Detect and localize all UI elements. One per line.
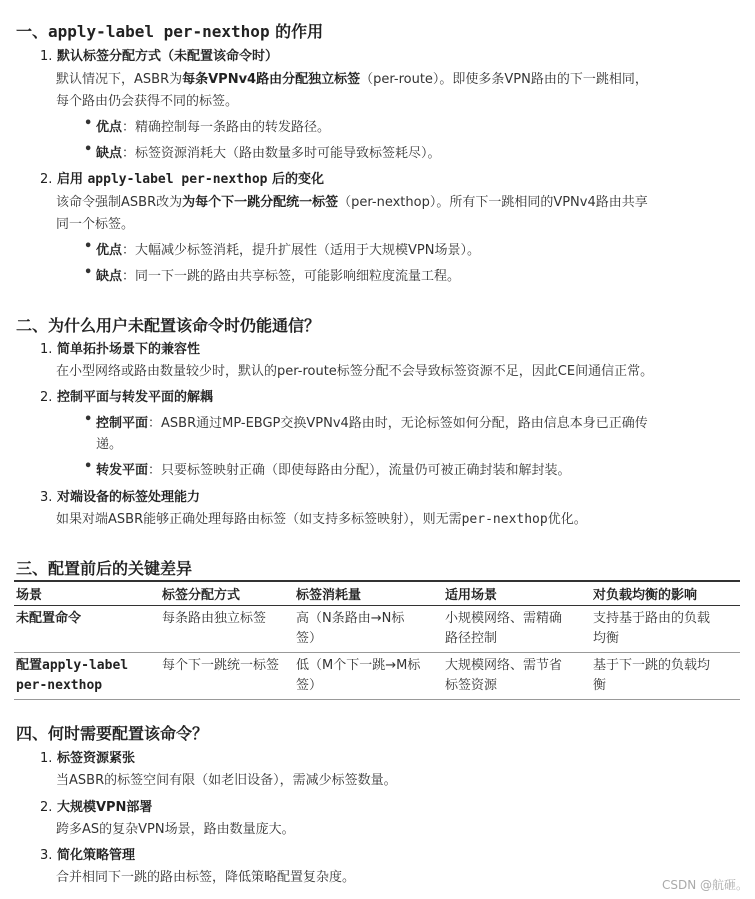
cell-line: 基于下一跳的负载均 [593, 658, 711, 673]
section3-title: 三、配置前后的关键差异 [16, 559, 193, 578]
table-header-cell: 对负载均衡的影响 [591, 581, 740, 606]
s1-item1-line2: 每个路由仍会获得不同的标签。 [56, 94, 239, 109]
s2-item2-bullet1-line2 [84, 433, 122, 452]
bullet-label: 缺点 [96, 146, 123, 161]
cell-line: 小规模网络、需精确 [445, 611, 563, 626]
s2-item1-title [40, 338, 200, 357]
cell-code: per-nexthop [16, 678, 103, 693]
s2-item3-line1 [56, 508, 587, 527]
bullet-dot-icon: • [84, 142, 93, 157]
s2-item1-title-text: 简单拓扑场景下的兼容性 [56, 342, 200, 357]
table-cell: 每条路由独立标签 [160, 606, 294, 653]
bullet-label: 转发平面 [96, 463, 149, 478]
bullet-label: 优点 [96, 120, 123, 135]
s4-item-title-text: 简化策略管理 [56, 848, 135, 863]
cell-line: 低（M个下一跳→M标 [296, 658, 421, 673]
csdn-watermark: CSDN @航砸。 [662, 878, 749, 892]
s1-item2-title-a: 启用 [56, 172, 88, 187]
s1-item2-line1-bold: 为每个下一跳分配统一标签 [182, 195, 339, 210]
bullet-dot-icon: • [84, 459, 93, 474]
bullet-text: ：大幅减少标签消耗，提升扩展性（适用于大规模VPN场景）。 [122, 243, 480, 258]
s2-item3-title [40, 486, 200, 505]
s1-item2-line1 [56, 191, 648, 210]
s4-item1-title [40, 747, 135, 766]
s4-item2-line: 跨多AS的复杂VPN场景，路由数量庞大。 [56, 822, 295, 837]
s2-item2-bullet2 [84, 459, 571, 478]
bullet-text: ：精确控制每一条路由的转发路径。 [122, 120, 331, 135]
s4-item1-line: 当ASBR的标签空间有限（如老旧设备），需减少标签数量。 [56, 773, 397, 788]
cell-code: apply-label [42, 658, 129, 673]
bullet-text: ：只要标签映射正确（即使每路由分配），流量仍可被正确封装和解封装。 [148, 463, 571, 478]
s2-item1-line1: 在小型网络或路由数量较少时，默认的per-route标签分配不会导致标签资源不足，因此CE间通信正常。 [56, 364, 654, 379]
s4-item-num: 3. [40, 848, 53, 863]
bullet-text: ：同一下一跳的路由共享标签，可能影响细粒度流量工程。 [122, 269, 461, 284]
bullet-dot-icon: • [84, 239, 93, 254]
table-cell [294, 653, 443, 700]
cell-line: 签） [296, 631, 323, 646]
table-cell [591, 653, 740, 700]
s1-item2-title-b: 后的变化 [267, 172, 325, 187]
s1-item1-bullet1 [84, 116, 330, 135]
s1-item1-bullet2 [84, 142, 441, 161]
section1-title [16, 19, 323, 42]
s4-item-num: 2. [40, 800, 53, 815]
bullet-text-cont: 递。 [96, 437, 123, 452]
s2-item1-num: 1. [40, 342, 53, 357]
cell-line: 支持基于路由的负载 [593, 611, 711, 626]
s2-item3-num: 3. [40, 490, 53, 505]
section1-title-code: apply-label per-nexthop [48, 22, 270, 41]
s1-item1-num: 1. [40, 49, 53, 64]
section1-title-prefix: 一、 [16, 22, 49, 41]
bullet-label: 优点 [96, 243, 123, 258]
s1-item2-bullet1 [84, 239, 480, 258]
s2-item2-title-text: 控制平面与转发平面的解耦 [56, 390, 213, 405]
cell-line: 标签资源 [445, 678, 498, 693]
section4-title: 四、何时需要配置该命令？ [16, 724, 209, 743]
table-header-row [14, 581, 740, 606]
table-cell [14, 653, 160, 700]
s1-item2-bullet2 [84, 265, 460, 284]
table-header-cell: 场景 [14, 581, 160, 606]
bullet-dot-icon: • [84, 265, 93, 280]
section1-title-suffix: 的作用 [269, 22, 324, 41]
s4-item2-title [40, 796, 152, 815]
table-cell [591, 606, 740, 653]
s2-item3-line1-a: 如果对端ASBR能够正确处理每路由标签（如支持多标签映射），则无需 [56, 512, 462, 527]
s1-item2-title-code: apply-label per-nexthop [87, 172, 268, 187]
s1-item1-title [40, 45, 278, 64]
s4-item-title-text: 标签资源紧张 [56, 751, 135, 766]
s1-item2-num: 2. [40, 172, 53, 187]
cell-line: 衡 [593, 678, 607, 693]
s1-item2-line2: 同一个标签。 [56, 217, 135, 232]
s4-item3-line: 合并相同下一跳的路由标签，降低策略配置复杂度。 [56, 870, 356, 885]
cell-line: 高（N条路由→N标 [296, 611, 405, 626]
s2-item3-line1-code: per-nexthop [461, 512, 548, 527]
cell-line: 大规模网络、需节省 [445, 658, 563, 673]
s4-item3-title [40, 844, 135, 863]
table-row [14, 606, 740, 653]
cell-line: 路径控制 [445, 631, 498, 646]
table-cell: 未配置命令 [14, 606, 160, 653]
s4-item-num: 1. [40, 751, 53, 766]
bullet-text: ：标签资源消耗大（路由数量多时可能导致标签耗尽）。 [122, 146, 441, 161]
s1-item2-title [40, 168, 324, 187]
s2-item2-num: 2. [40, 390, 53, 405]
s2-item2-title [40, 386, 213, 405]
s1-item2-line1-b: （per-nexthop）。所有下一跳相同的VPNv4路由共享 [338, 195, 648, 210]
table-cell: 每个下一跳统一标签 [160, 653, 294, 700]
cell-line: 配置 [16, 658, 43, 673]
cell-line: 签） [296, 678, 323, 693]
s1-item1-line1 [56, 68, 648, 87]
table-header-cell: 标签消耗量 [294, 581, 443, 606]
comparison-table [14, 580, 740, 700]
section2-title: 二、为什么用户未配置该命令时仍能通信？ [16, 316, 321, 335]
table-cell [443, 606, 591, 653]
s1-item1-title-text: 默认标签分配方式（未配置该命令时） [56, 49, 278, 64]
table-header-cell: 标签分配方式 [160, 581, 294, 606]
s1-item1-line1-b: （per-route）。即使多条VPN路由的下一跳相同， [360, 72, 648, 87]
bullet-dot-icon: • [84, 116, 93, 131]
table-cell [443, 653, 591, 700]
bullet-label: 控制平面 [96, 416, 149, 431]
table-cell [294, 606, 443, 653]
s2-item3-line1-b: 优化。 [547, 512, 587, 527]
s1-item1-line1-bold: 每条VPNv4路由分配独立标签 [182, 72, 361, 87]
s1-item2-line1-a: 该命令强制ASBR改为 [56, 195, 183, 210]
s2-item2-bullet1 [84, 412, 648, 431]
s1-item1-line1-a: 默认情况下，ASBR为 [56, 72, 183, 87]
cell-line: 均衡 [593, 631, 620, 646]
bullet-text: ：ASBR通过MP-EBGP交换VPNv4路由时，无论标签如何分配，路由信息本身已正确传 [148, 416, 648, 431]
bullet-dot-icon: • [84, 412, 93, 427]
s4-item-title-text: 大规模VPN部署 [56, 800, 153, 815]
table-row [14, 653, 740, 700]
bullet-label: 缺点 [96, 269, 123, 284]
table-header-cell: 适用场景 [443, 581, 591, 606]
s2-item3-title-text: 对端设备的标签处理能力 [56, 490, 200, 505]
